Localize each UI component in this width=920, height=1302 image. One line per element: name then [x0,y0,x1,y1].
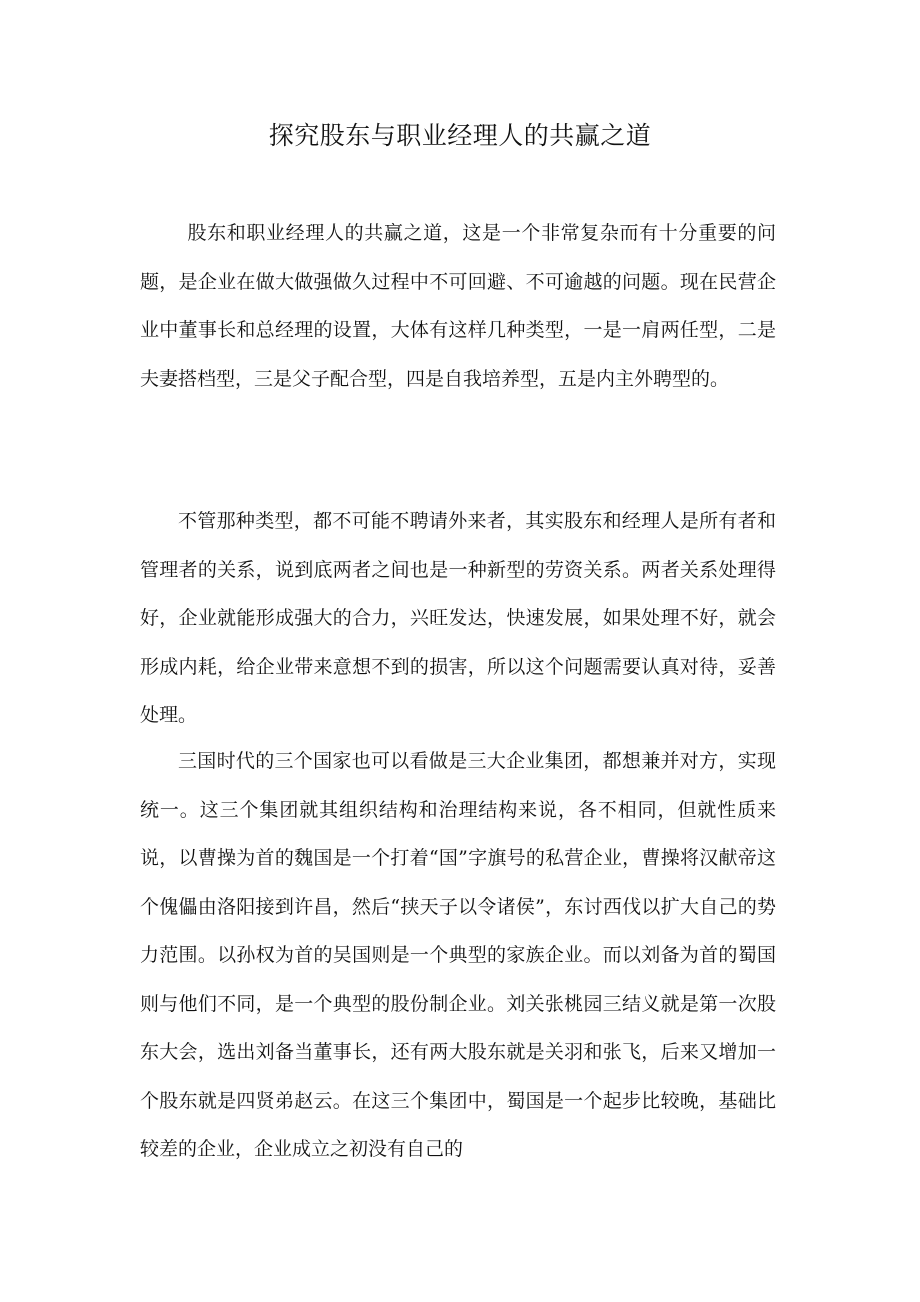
paragraph-three-kingdoms: 三国时代的三个国家也可以看做是三大企业集团，都想兼并对方，实现统一。这三个集团就其组织结构和治理结构来说，各不相同，但就性质来说，以曹操为首的魏国是一个打着“国”字旗号的私营企业，曹操将汉献帝这个傀儡由洛阳接到许昌，然后“挟天子以令诸侯”，东讨西伐以扩大自己的势力范围。以孙权为首的吴国则是一个典型的家族企业。而以刘备为首的蜀国则与他们不同，是一个典型的股份制企业。刘关张桃园三结义就是第一次股东大会，选出刘备当董事长，还有两大股东就是关羽和张飞，后来又增加一个股东就是四贤弟赵云。在这三个集团中，蜀国是一个起步比较晚，基础比较差的企业，企业成立之初没有自己的 [140,750,776,1160]
paragraph-relationship: 不管那种类型，都不可能不聘请外来者，其实股东和经理人是所有者和管理者的关系，说到底两者之间也是一种新型的劳资关系。两者关系处理得好，企业就能形成强大的合力，兴旺发达，快速发展，如果处理不好，就会形成内耗，给企业带来意想不到的损害，所以这个问题需要认真对待，妥善处理。 [140,510,776,726]
paragraph-intro: 股东和职业经理人的共赢之道，这是一个非常复杂而有十分重要的问题，是企业在做大做强做久过程中不可回避、不可逾越的问题。现在民营企业中董事长和总经理的设置，大体有这样几种类型，一是一肩两任型，二是夫妻搭档型，三是父子配合型，四是自我培养型，五是内主外聘型的。 [140,222,776,390]
document-title: 探究股东与职业经理人的共赢之道 [268,121,652,150]
